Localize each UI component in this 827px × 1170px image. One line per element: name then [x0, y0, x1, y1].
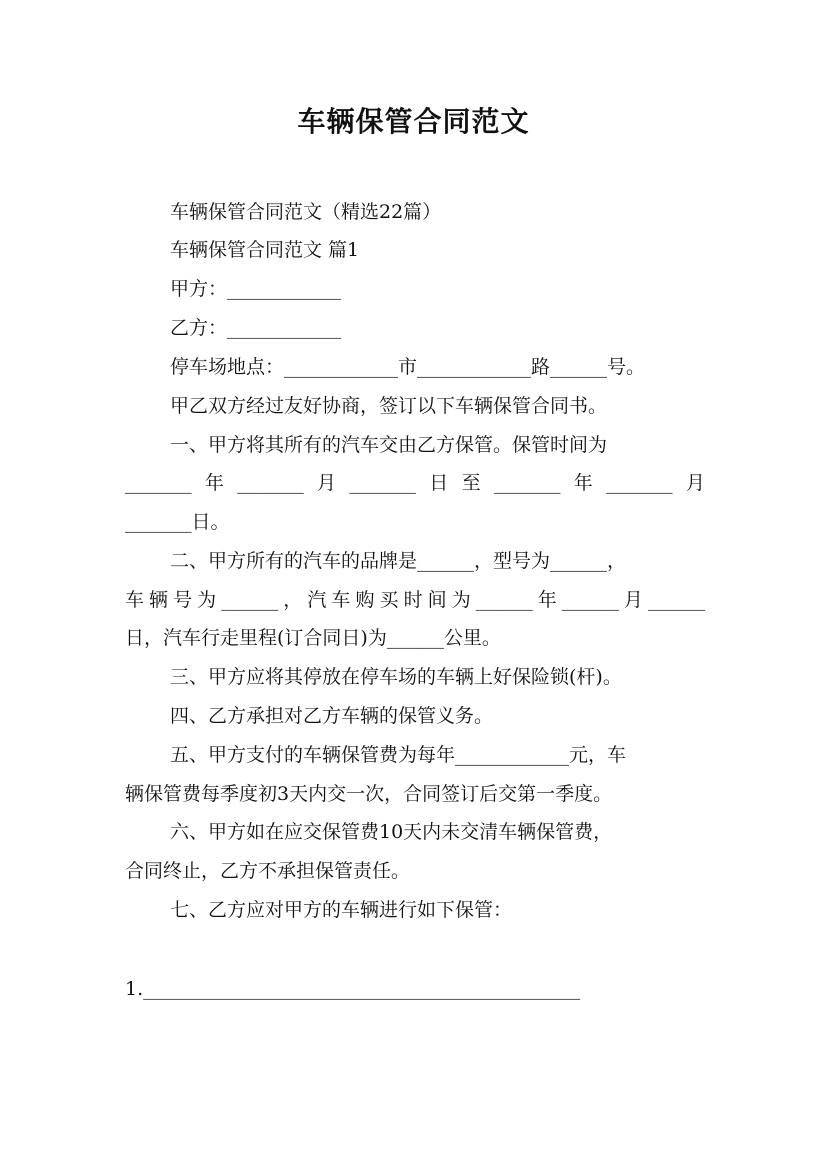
clause-7-line: 七、乙方应对甲方的车辆进行如下保管：: [170, 899, 513, 921]
document-title: 车辆保管合同范文: [297, 105, 530, 138]
clause-3-line: 三、甲方应将其停放在停车场的车辆上好保险锁(杆)。: [170, 666, 622, 688]
party-a-line: 甲方：____________: [170, 278, 342, 300]
clause-6-line-2: 合同终止，乙方不承担保管责任。: [125, 860, 411, 882]
clause-6-line-1: 六、甲方如在应交保管费10天内未交清车辆保管费，: [170, 821, 613, 843]
parking-location-line: 停车场地点：____________市____________路______号。: [170, 356, 646, 378]
clause-2-line-2: 车辆号为______，汽车购买时间为______年______月______: [125, 589, 705, 611]
clause-1-line-2: _______年_______月_______日至_______年_______月: [125, 472, 705, 494]
clause-5-line-2: 辆保管费每季度初3天内交一次，合同签订后交第一季度。: [125, 783, 613, 805]
clause-5-line-1: 五、甲方支付的车辆保管费为每年____________元，车: [170, 744, 627, 766]
clause-4-line: 四、乙方承担对乙方车辆的保管义务。: [170, 705, 494, 727]
clause-1-line-3: _______日。: [125, 511, 230, 533]
clause-2-line-1: 二、甲方所有的汽车的品牌是______，型号为______，: [170, 550, 627, 572]
party-b-line: 乙方：____________: [170, 317, 342, 339]
clause-2-line-3: 日，汽车行走里程(订合同日)为______公里。: [125, 627, 501, 649]
section-heading: 车辆保管合同范文 篇1: [170, 239, 360, 261]
clause-1-line-1: 一、甲方将其所有的汽车交由乙方保管。保管时间为: [170, 434, 608, 456]
subtitle-line: 车辆保管合同范文（精选22篇）: [170, 201, 442, 223]
preamble-line: 甲乙双方经过友好协商，签订以下车辆保管合同书。: [170, 395, 608, 417]
clause-7-item-1: 1.______________________________________________: [125, 978, 581, 1000]
